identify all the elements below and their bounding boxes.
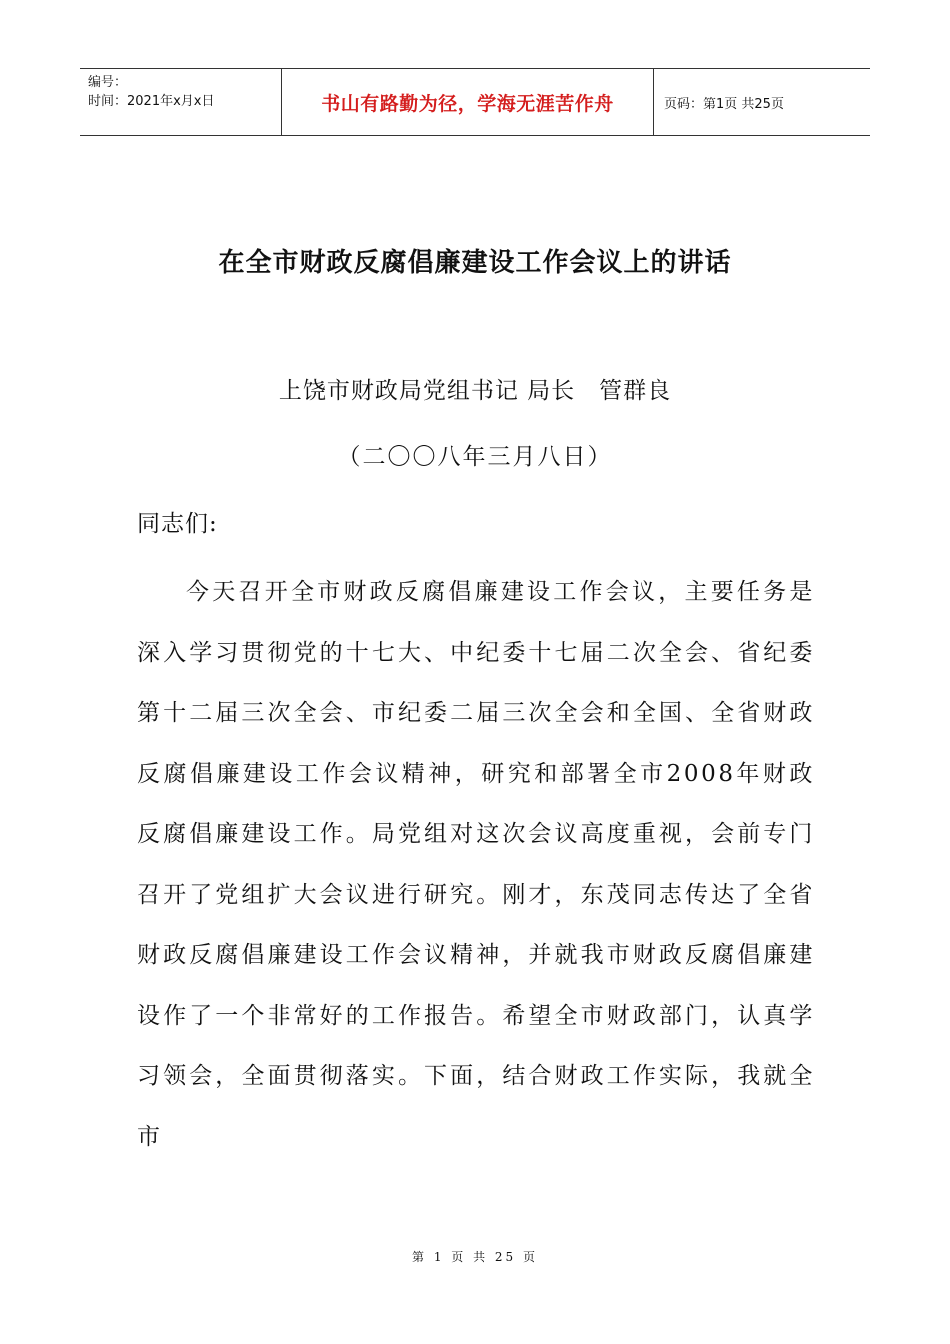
- header-motto: 书山有路勤为径，学海无涯苦作舟: [282, 69, 654, 135]
- number-label: 编号：: [88, 75, 128, 90]
- header-page-info: 页码：第1页 共25页: [664, 96, 784, 112]
- salutation: 同志们:: [137, 511, 218, 537]
- document-date: （二〇〇八年三月八日）: [337, 444, 613, 470]
- header-meta: [80, 69, 282, 135]
- page-footer: 第 1 页 共 25 页: [412, 1250, 538, 1264]
- document-header: [80, 68, 870, 136]
- document-title: 在全市财政反腐倡廉建设工作会议上的讲话: [218, 248, 732, 278]
- document-author: 上饶市财政局党组书记 局长 管群良: [278, 378, 672, 404]
- body-paragraph: 今天召开全市财政反腐倡廉建设工作会议，主要任务是深入学习贯彻党的十七大、中纪委十七届二次全会、省纪委第十二届三次全会、市纪委二届三次全会和全国、全省财政反腐倡廉建设工作会议精神，研究和部署全市2008年财政反腐倡廉建设工作。局党组对这次会议高度重视，会前专门召开了党组扩大会议进行研究。刚才，东茂同志传达了全省财政反腐倡廉建设工作会议精神，并就我市财政反腐倡廉建设作了一个非常好的工作报告。希望全市财政部门，认真学习领会，全面贯彻落实。下面，结合财政工作实际，我就全市: [137, 579, 815, 1150]
- time-label: 时间：2021年x月x日: [88, 94, 215, 109]
